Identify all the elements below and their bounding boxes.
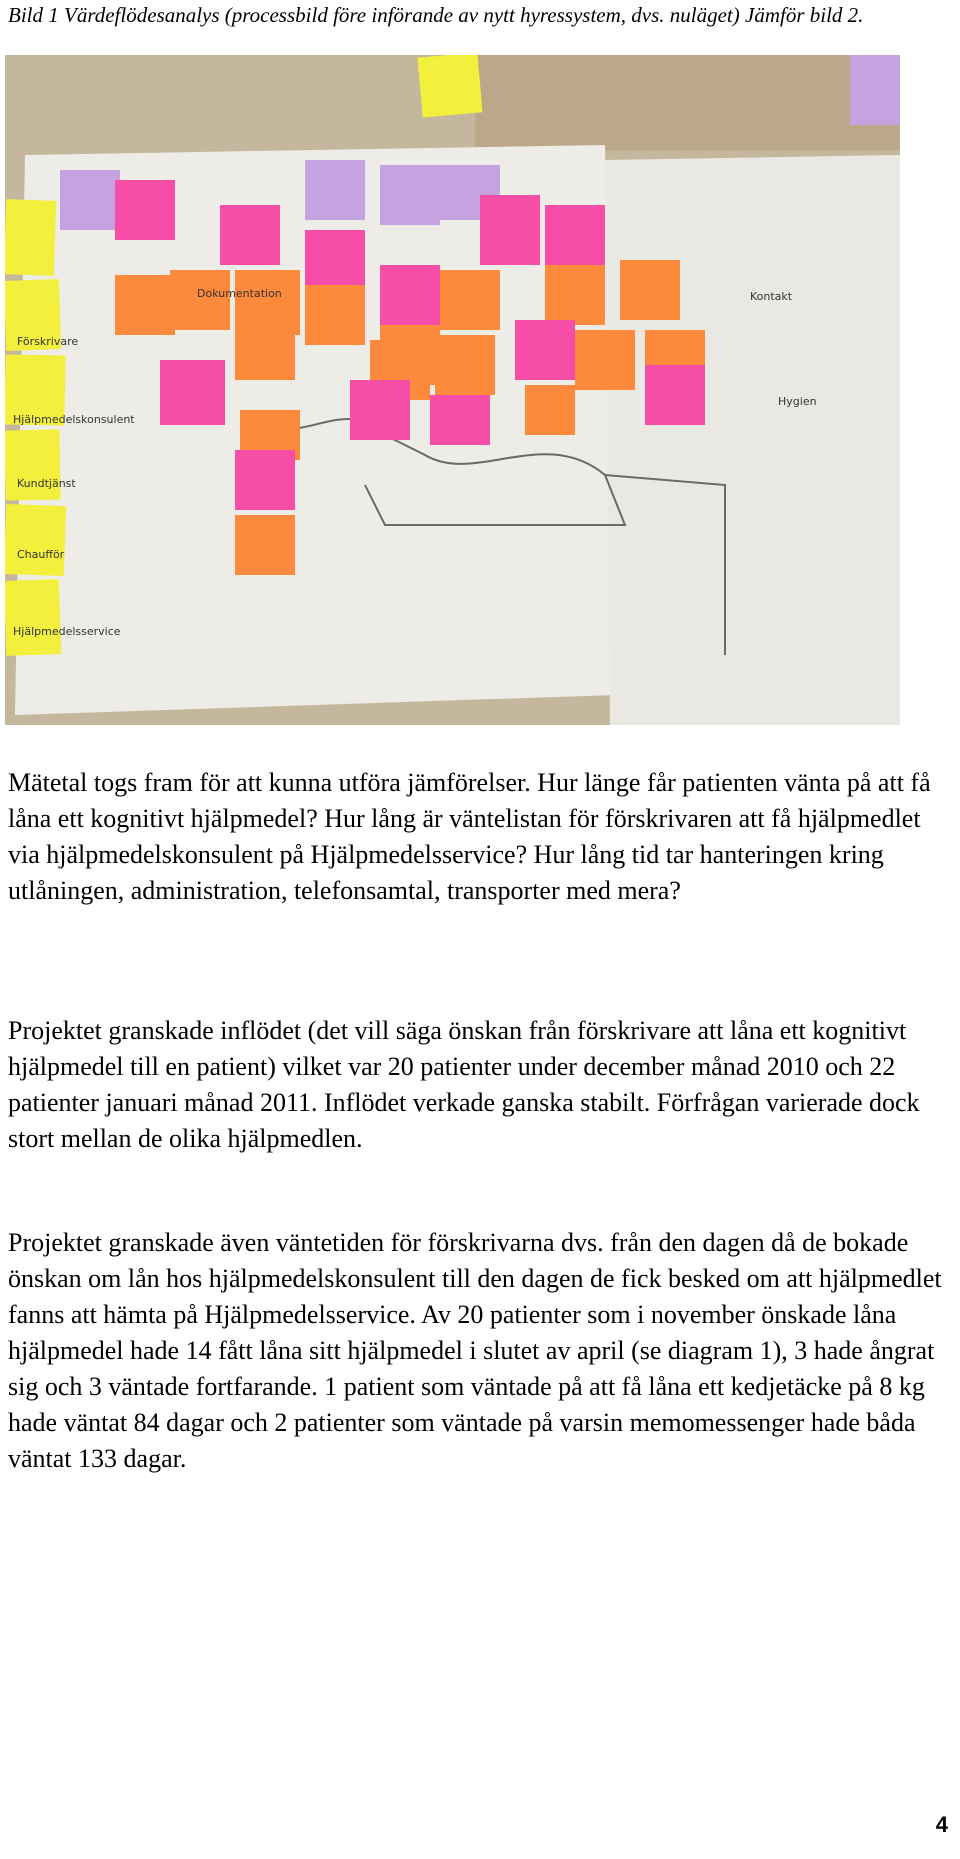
sticky-note xyxy=(5,199,56,276)
paper-sheet-right xyxy=(605,155,900,725)
sticky-note xyxy=(170,270,230,330)
sticky-note xyxy=(115,275,175,335)
sticky-note xyxy=(525,385,575,435)
sticky-note xyxy=(850,55,900,125)
sticky-note xyxy=(5,579,61,656)
paragraph-waiting-time: Projektet granskade även väntetiden för förskrivarna dvs. från den dagen då de bokade önskan om lån hos hjälpmedelskonsulent till den dagen de fick besked om att hjälpmedlet fanns att hämta på Hjälpmedelsservice. Av 20 patienter som i november önskade låna hjälpmedel hade 14 fått låna sitt hjälpmedel i slutet av april (se diagram 1), 3 hade ångrat sig och 3 väntade fortfarande. 1 patient som väntade på att få låna ett kedjetäcke på 8 kg hade väntat 84 dagar och 2 patienter som väntade på varsin memomessenger hade båda väntat 133 dagar. xyxy=(8,1228,942,1473)
sticky-note xyxy=(417,55,482,118)
note-label-7: Hygien xyxy=(778,395,817,408)
sticky-note xyxy=(480,195,540,265)
sticky-note xyxy=(220,205,280,265)
sticky-note xyxy=(440,270,500,330)
sticky-note xyxy=(350,380,410,440)
note-label-6: Kontakt xyxy=(750,290,793,303)
sticky-note xyxy=(620,260,680,320)
sticky-note xyxy=(575,330,635,390)
note-label-3: Chaufför xyxy=(17,548,65,561)
sticky-note xyxy=(235,335,295,380)
sticky-note xyxy=(380,165,440,225)
note-label-2: Kundtjänst xyxy=(17,477,76,490)
paragraph-inflow: Projektet granskade inflödet (det vill säga önskan från förskrivare att låna ett kognitivt hjälpmedel till en patient) vilket var 20 patienter under december månad 2010 och 22 patienter januari månad 2011. Inflödet verkade ganska stabilt. Förfrågan varierade dock stort mellan de olika hjälpmedlen. xyxy=(8,1016,920,1153)
sticky-note xyxy=(115,180,175,240)
note-label-5: Dokumentation xyxy=(197,287,282,300)
sticky-note xyxy=(235,515,295,575)
value-stream-photo xyxy=(5,55,900,725)
sticky-note xyxy=(235,450,295,510)
sticky-note-board xyxy=(5,55,900,725)
cork-board xyxy=(475,55,900,150)
sticky-note xyxy=(305,230,365,290)
sticky-note xyxy=(380,265,440,325)
note-label-1: Hjälpmedelskonsulent xyxy=(13,413,135,426)
sticky-note xyxy=(235,270,300,335)
figure-caption: Bild 1 Värdeflödesanalys (processbild före införande av nytt hyressystem, dvs. nuläget) Jämför bild 2. xyxy=(8,3,864,27)
sticky-note xyxy=(60,170,120,230)
paragraph-metrics: Mätetal togs fram för att kunna utföra jämförelser. Hur länge får patienten vänta på att få låna ett kognitivt hjälpmedel? Hur lång är väntelistan för förskrivaren att få hjälpmedlet via hjälpmedelskonsulent på Hjälpmedelsservice? Hur lång tid tar hanteringen kring utlåningen, administration, telefonsamtal, transporter med mera? xyxy=(8,768,931,905)
sticky-note xyxy=(545,205,605,265)
sticky-note xyxy=(645,365,705,425)
sticky-note xyxy=(545,265,605,325)
sticky-note xyxy=(5,504,66,576)
sticky-note xyxy=(160,360,225,425)
sticky-note xyxy=(305,285,365,345)
page-number: 4 xyxy=(935,1812,948,1837)
note-label-4: Hjälpmedelsservice xyxy=(13,625,121,638)
sticky-note xyxy=(430,395,490,445)
sticky-note xyxy=(515,320,575,380)
sticky-note xyxy=(435,335,495,395)
note-label-0: Förskrivare xyxy=(17,335,79,348)
sticky-note xyxy=(305,160,365,220)
